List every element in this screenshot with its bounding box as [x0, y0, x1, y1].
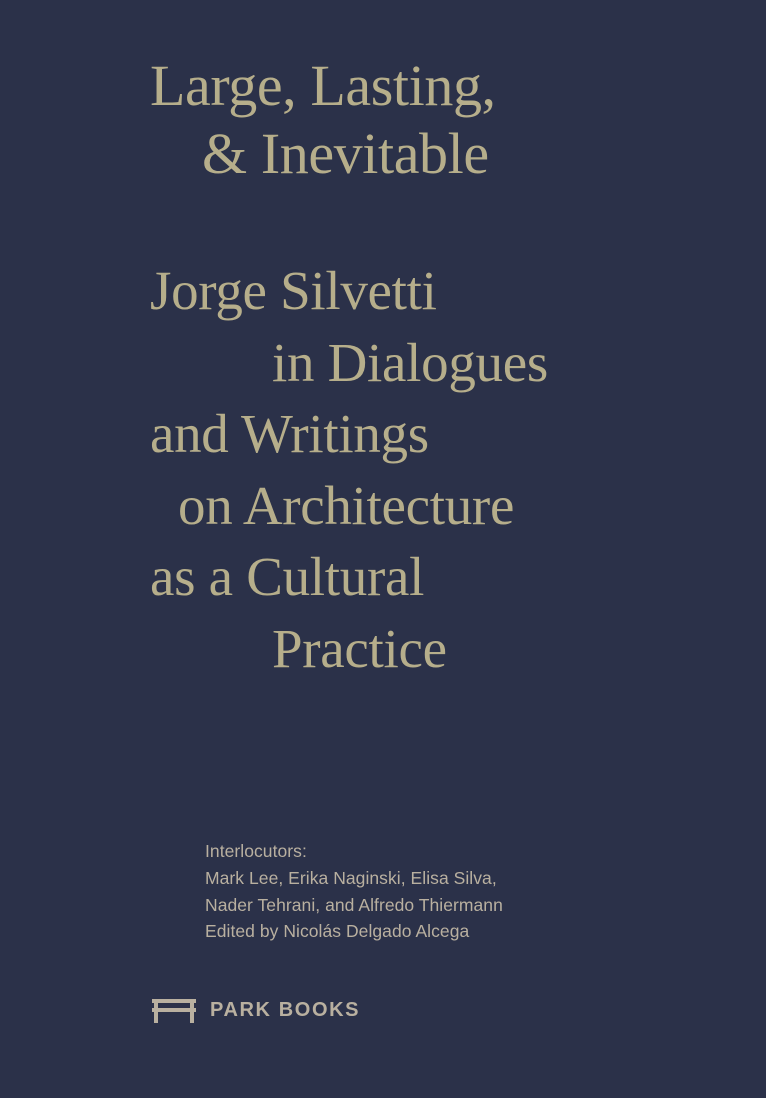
- subtitle-line-4: on Architecture: [178, 474, 515, 536]
- credits-block: [205, 838, 725, 945]
- book-title: [150, 52, 710, 188]
- publisher-name: PARK BOOKS: [210, 999, 361, 1021]
- subtitle-line-5: as a Cultural: [150, 546, 425, 607]
- title-line-1: Large, Lasting,: [150, 53, 496, 118]
- credits-editor: Edited by Nicolás Delgado Alcega: [205, 921, 470, 942]
- subtitle-line-1: Jorge Silvetti: [150, 260, 437, 321]
- credits-label: Interlocutors:: [205, 841, 307, 861]
- credits-line-2: Nader Tehrani, and Alfredo Thiermann: [205, 894, 503, 915]
- book-subtitle: [150, 255, 740, 684]
- subtitle-line-2: in Dialogues: [272, 331, 548, 393]
- title-line-2: & Inevitable: [202, 120, 489, 186]
- publisher-block: [152, 993, 360, 1028]
- subtitle-line-6: Practice: [272, 617, 447, 679]
- subtitle-line-3: and Writings: [150, 403, 429, 464]
- credits-line-1: Mark Lee, Erika Naginski, Elisa Silva,: [205, 867, 497, 888]
- park-books-logo-icon: [152, 993, 196, 1028]
